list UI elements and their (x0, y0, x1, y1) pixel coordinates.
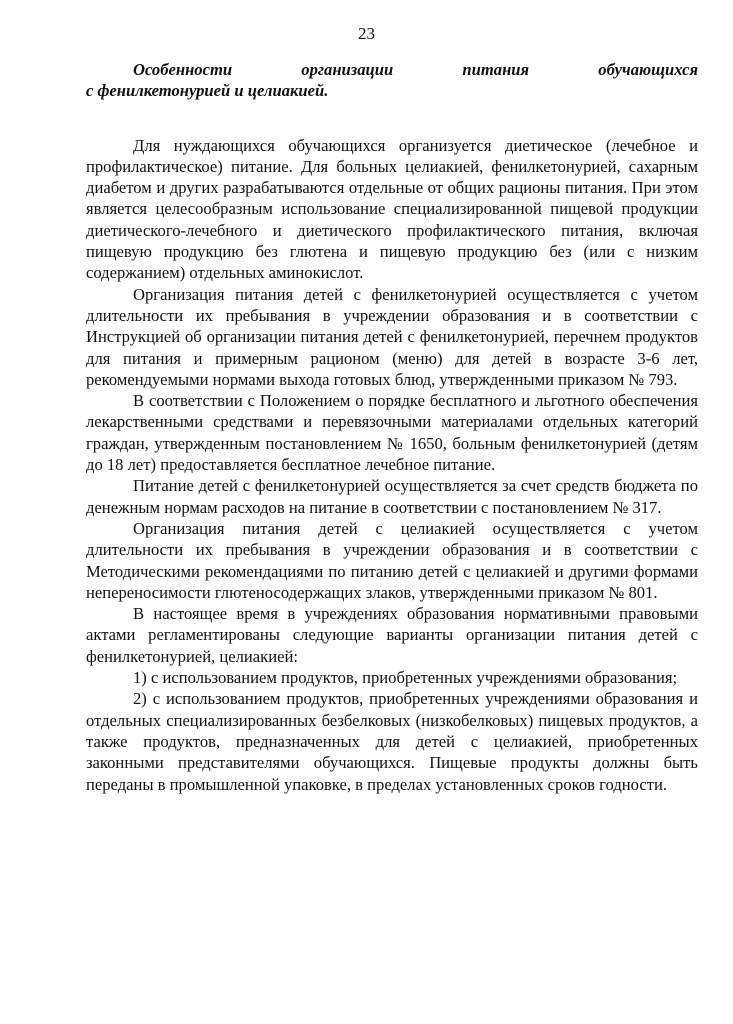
paragraph-celiac-organization: Организация питания детей с целиакией осуществляется с учетом длительности их пребывания в учреждении образования и в соответствии с Методическими рекомендациями по питанию детей с целиакией и другими формами непереносимости глютеносодержащих злаков, утвержденными приказом № 801. (86, 518, 698, 602)
section-heading (86, 59, 698, 102)
paragraph-dietary-nutrition: Для нуждающихся обучающихся организуется диетическое (лечебное и профилактическое) питание. Для больных целиакией, фенилкетонурией, сахарным диабетом и других разрабатываются отдельные от общих рационы питания. При этом является целесообразным использование специализированной пищевой продукции диетического-лечебного и диетического профилактического питания, включая пищевую продукцию без глютена и пищевую продукцию без (или с низким содержанием) отдельных аминокислот. (86, 135, 698, 283)
paragraph-pku-organization: Организация питания детей с фенилкетонурией осуществляется с учетом длительности их пребывания в учреждении образования и в соответствии с Инструкцией об организации питания детей с фенилкетонурией, перечнем продуктов для питания и примерным рационом (меню) для детей в возрасте 3-6 лет, рекомендуемыми нормами выхода готовых блюд, утвержденными приказом № 793. (86, 284, 698, 389)
list-item-option-1: 1) с использованием продуктов, приобретенных учреждениями образования; (133, 668, 678, 688)
list-item-option-2: 2) с использованием продуктов, приобретенных учреждениями образования и отдельных специализированных безбелковых (низкобелковых) пищевых продуктов, а также продуктов, предназначенных для детей с целиакией, приобретенных законными представителями обучающихся. Пищевые продукты должны быть переданы в промышленной упаковке, в пределах установленных сроков годности. (86, 689, 698, 794)
section-heading-line-1: Особенности организации питания обучающихся (133, 60, 698, 79)
paragraph-pku-funding: Питание детей с фенилкетонурией осуществляется за счет средств бюджета по денежным нормам расходов на питание в соответствии с постановлением № 317. (86, 476, 698, 517)
paragraph-free-medical-nutrition: В соответствии с Положением о порядке бесплатного и льготного обеспечения лекарственными средствами и перевязочными материалами отдельных категорий граждан, утвержденным постановлением № 1650, больным фенилкетонурией (детям до 18 лет) предоставляется бесплатное лечебное питание. (86, 391, 698, 475)
page-number: 23 (358, 24, 375, 43)
section-heading-line-2: с фенилкетонурией и целиакией. (86, 81, 329, 101)
document-body (86, 59, 698, 795)
paragraph-options-intro: В настоящее время в учреждениях образования нормативными правовыми актами регламентированы следующие варианты организации питания детей с фенилкетонурией, целиакией: (86, 604, 698, 666)
